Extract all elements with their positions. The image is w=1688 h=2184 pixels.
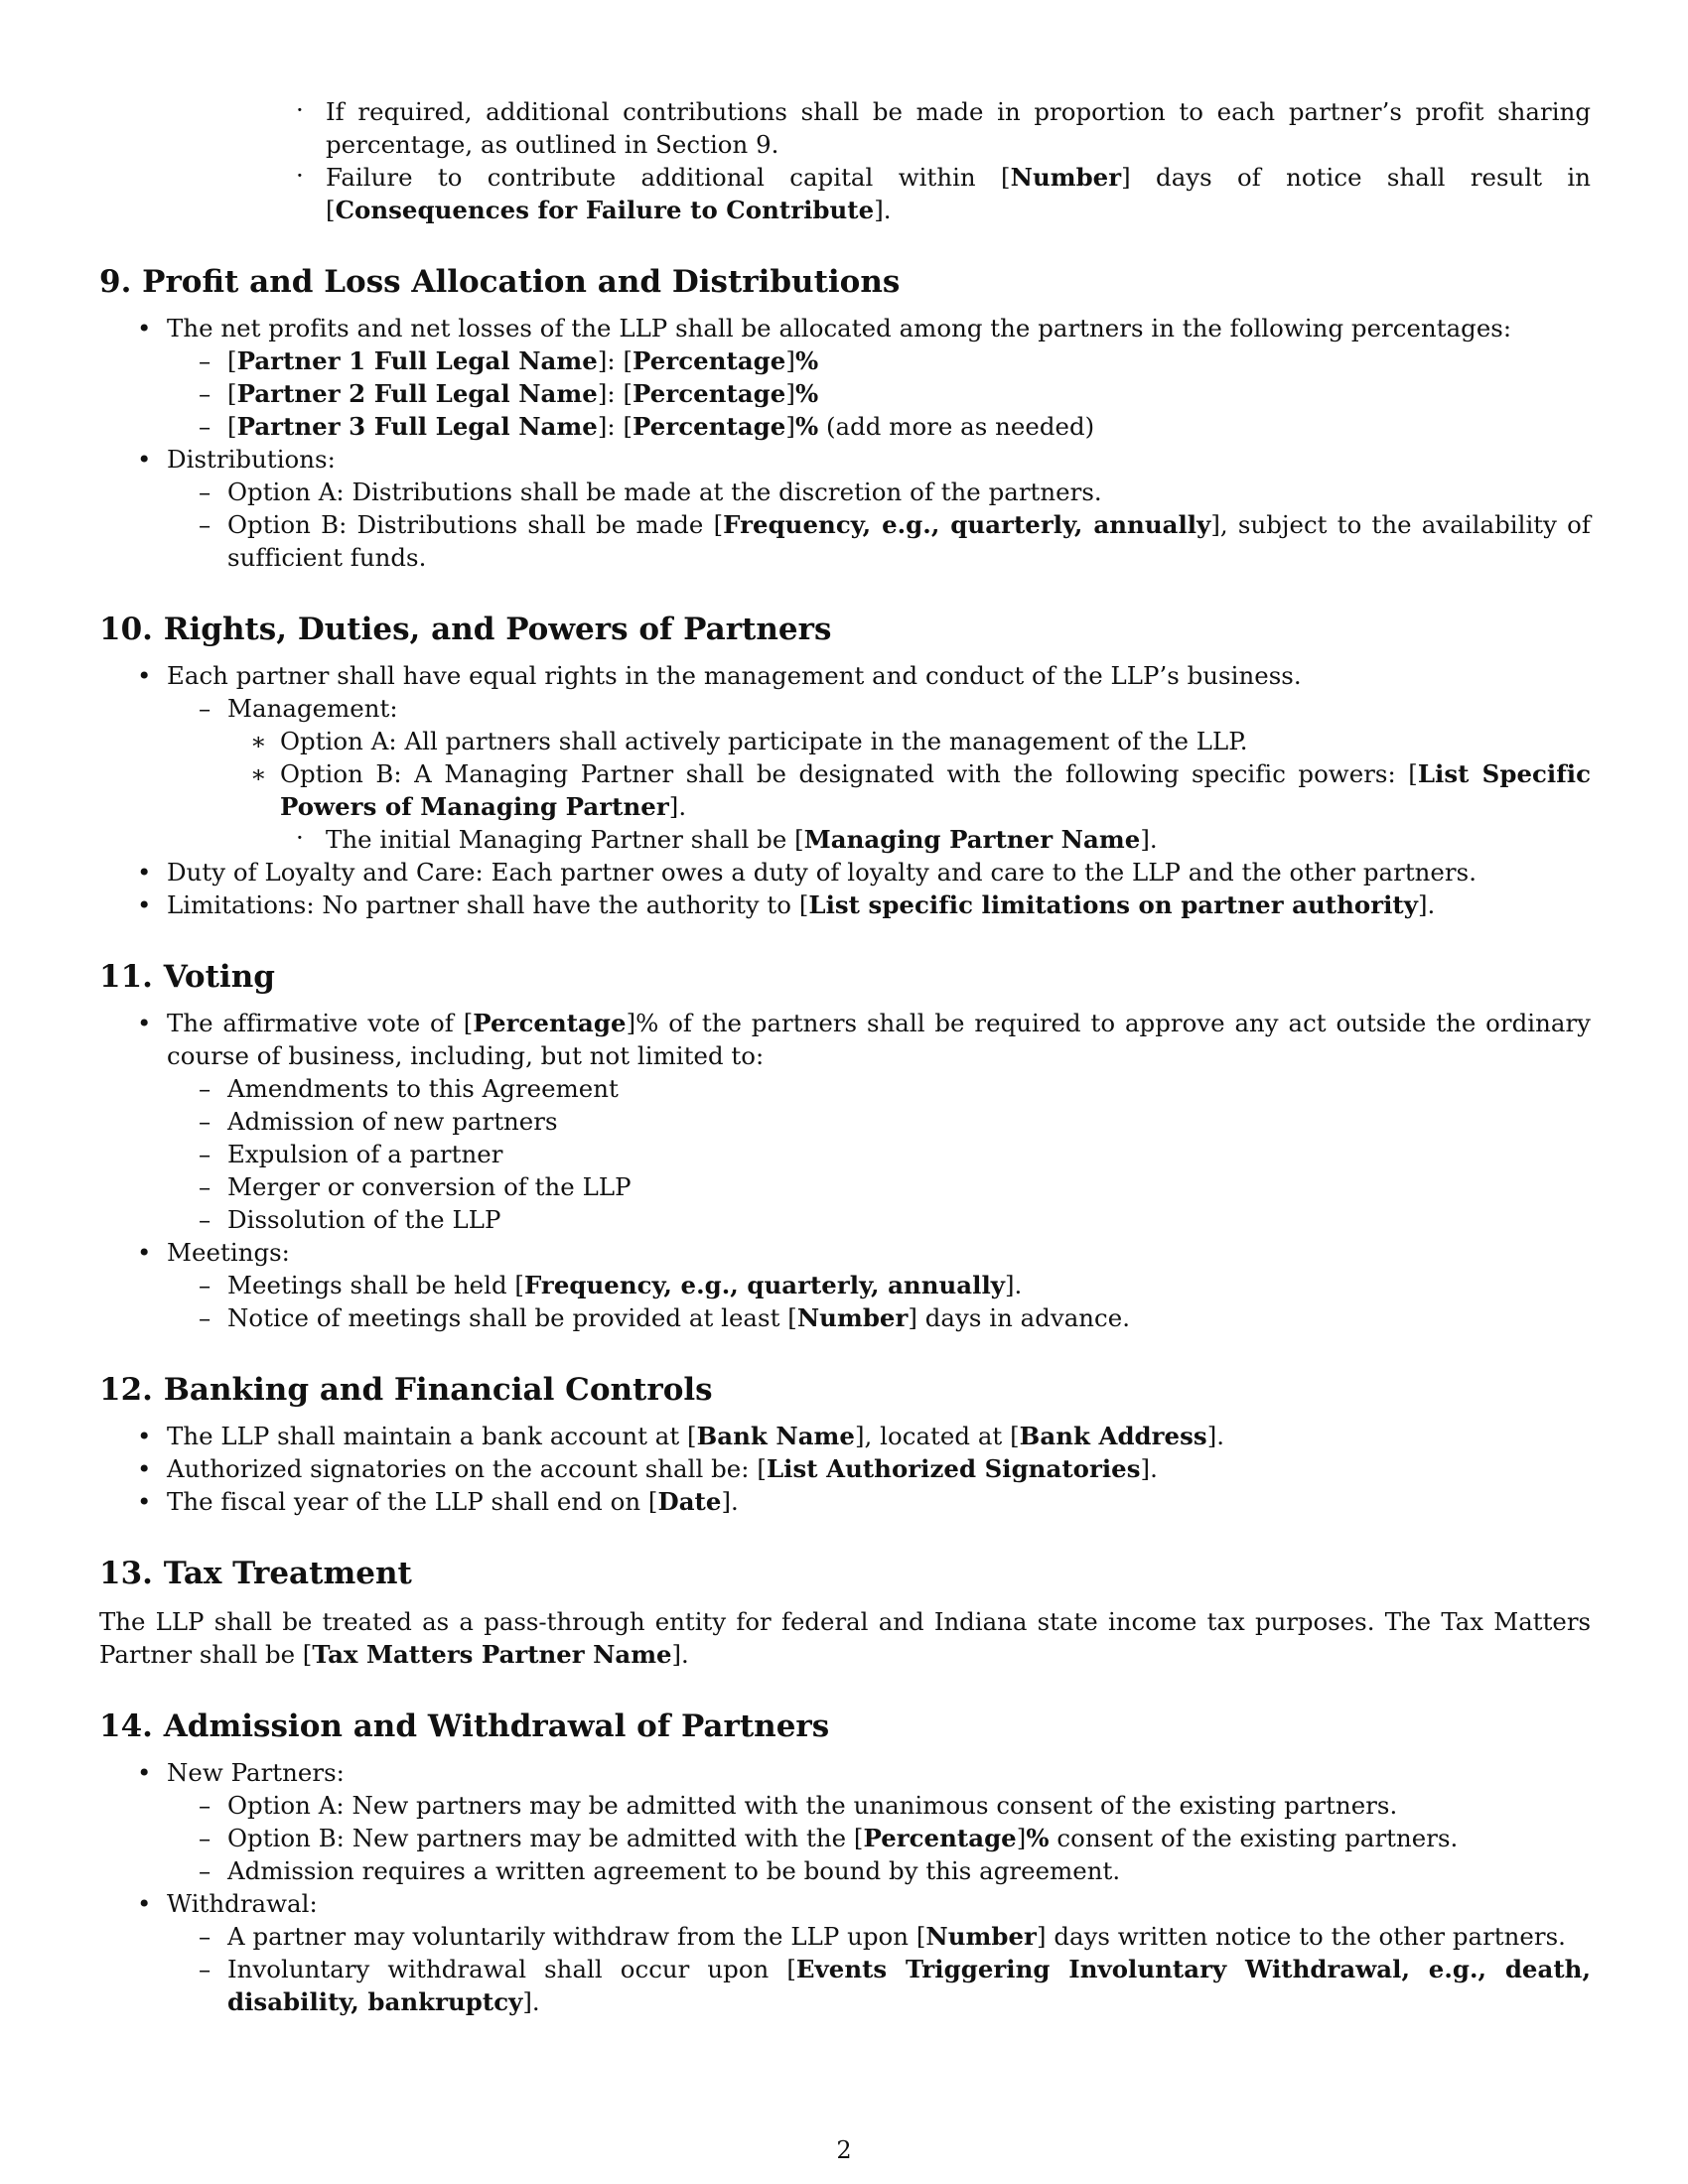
text-run: ] days of notice shall result in [ xyxy=(326,163,1592,224)
section-title: 11. Voting xyxy=(99,959,275,995)
text-run: Notice of meetings shall be provided at least [ xyxy=(227,1303,797,1332)
list-marker: • xyxy=(137,1422,152,1450)
list-item xyxy=(99,312,1591,344)
list-item xyxy=(99,1301,1591,1334)
list-item xyxy=(99,725,1591,757)
text-run: Option B: New partners may be admitted with the [ xyxy=(227,1824,864,1852)
placeholder-field: % xyxy=(794,412,819,441)
list-marker: • xyxy=(137,1238,152,1267)
placeholder-field: Date xyxy=(657,1487,722,1516)
document-page xyxy=(99,95,1591,2018)
text-run: ] xyxy=(785,346,795,375)
placeholder-field: Bank Address xyxy=(1019,1422,1207,1450)
placeholder-field: Events Triggering Involuntary Withdrawal, e.g., death, disability, bankruptcy xyxy=(227,1955,1591,2016)
list-marker: • xyxy=(137,445,152,474)
list-item xyxy=(99,1007,1591,1072)
placeholder-field: Percentage xyxy=(633,412,786,441)
text-run: The fiscal year of the LLP shall end on [ xyxy=(167,1487,658,1516)
text-run: ]. xyxy=(1417,890,1436,919)
text-run: ]. xyxy=(1140,1454,1158,1483)
list-marker: ∗ xyxy=(250,759,267,788)
text-run: The LLP shall be treated as a pass-through entity for federal and Indiana state income tax purposes. The Tax Matters Partner shall be [ xyxy=(99,1607,1591,1669)
placeholder-field: % xyxy=(794,379,819,408)
list-item xyxy=(99,1203,1591,1236)
list-marker: • xyxy=(137,890,152,919)
text-run: Limitations: No partner shall have the authority to [ xyxy=(167,890,809,919)
text-run: (add more as needed) xyxy=(818,412,1095,441)
text-run: Meetings shall be held [ xyxy=(227,1271,524,1299)
text-run: ] days written notice to the other partners. xyxy=(1036,1922,1566,1951)
text-run: Withdrawal: xyxy=(167,1889,318,1918)
text-run: Meetings: xyxy=(167,1238,290,1267)
text-run: ] xyxy=(785,379,795,408)
placeholder-field: Bank Name xyxy=(696,1422,855,1450)
text-run: Option A: Distributions shall be made at the discretion of the partners. xyxy=(227,478,1102,506)
placeholder-field: Number xyxy=(925,1922,1037,1951)
list-marker: – xyxy=(199,1791,211,1820)
section-title: 12. Banking and Financial Controls xyxy=(99,1372,713,1408)
text-run: If required, additional contributions shall be made in proportion to each partner’s profit sharing percentage, as outlined in Section 9. xyxy=(326,97,1591,159)
list-item xyxy=(99,692,1591,725)
top-continued-list xyxy=(99,95,1591,226)
section-list xyxy=(99,1007,1591,1334)
text-run: Admission of new partners xyxy=(227,1107,558,1136)
section-title: 14. Admission and Withdrawal of Partners xyxy=(99,1708,830,1744)
list-item xyxy=(99,1822,1591,1854)
section xyxy=(99,1556,1591,1671)
section-paragraph xyxy=(99,1605,1591,1671)
list-item xyxy=(99,161,1591,226)
list-marker: – xyxy=(199,694,211,723)
list-item xyxy=(99,1420,1591,1452)
list-marker: – xyxy=(199,510,211,539)
list-marker: • xyxy=(137,858,152,887)
placeholder-field: List Specific Powers of Managing Partner xyxy=(280,759,1591,821)
text-run: Management: xyxy=(227,694,398,723)
list-marker: • xyxy=(137,1758,152,1787)
placeholder-field: Consequences for Failure to Contribute xyxy=(335,196,875,224)
text-run: New Partners: xyxy=(167,1758,345,1787)
list-item xyxy=(99,377,1591,410)
list-item xyxy=(99,1138,1591,1170)
text-run: ]. xyxy=(1206,1422,1225,1450)
list-marker: – xyxy=(199,1922,211,1951)
text-run: ] days in advance. xyxy=(908,1303,1131,1332)
section-title: 10. Rights, Duties, and Powers of Partners xyxy=(99,612,832,647)
placeholder-field: Managing Partner Name xyxy=(803,825,1141,854)
text-run: Dissolution of the LLP xyxy=(227,1205,501,1234)
text-run: [ xyxy=(227,346,237,375)
list-item xyxy=(99,659,1591,692)
text-run: Option B: A Managing Partner shall be designated with the following specific powers: [ xyxy=(280,759,1418,788)
section-list xyxy=(99,312,1591,574)
list-item xyxy=(99,443,1591,476)
placeholder-field: Partner 1 Full Legal Name xyxy=(236,346,598,375)
list-item xyxy=(99,1236,1591,1269)
list-marker: – xyxy=(199,1303,211,1332)
list-marker: • xyxy=(137,1454,152,1483)
text-run: Option B: Distributions shall be made [ xyxy=(227,510,724,539)
section-title: 9. Profit and Loss Allocation and Distributions xyxy=(99,264,901,300)
text-run: A partner may voluntarily withdraw from the LLP upon [ xyxy=(227,1922,926,1951)
text-run: Expulsion of a partner xyxy=(227,1140,503,1168)
list-item xyxy=(99,1452,1591,1485)
text-run: ]. xyxy=(874,196,892,224)
text-run: consent of the existing partners. xyxy=(1049,1824,1459,1852)
list-marker: – xyxy=(199,379,211,408)
list-marker: · xyxy=(296,823,304,852)
list-marker: • xyxy=(137,314,152,342)
placeholder-field: Frequency, e.g., quarterly, annually xyxy=(723,510,1211,539)
text-run: Merger or conversion of the LLP xyxy=(227,1172,632,1201)
text-run: ]% of the partners shall be required to approve any act outside the ordinary course of business, including, but not limited to: xyxy=(167,1009,1591,1070)
list-item xyxy=(99,476,1591,508)
list-marker: – xyxy=(199,1271,211,1299)
placeholder-field: Frequency, e.g., quarterly, annually xyxy=(524,1271,1005,1299)
list-marker: – xyxy=(199,1955,211,1983)
list-marker: – xyxy=(199,1172,211,1201)
text-run: ], subject to the availability of sufficient funds. xyxy=(227,510,1591,572)
list-item xyxy=(99,1789,1591,1822)
text-run: ]. xyxy=(522,1987,540,2016)
list-marker: – xyxy=(199,478,211,506)
text-run: Duty of Loyalty and Care: Each partner owes a duty of loyalty and care to the LLP and the other partners. xyxy=(167,858,1477,887)
text-run: Option A: New partners may be admitted with the unanimous consent of the existing partners. xyxy=(227,1791,1398,1820)
list-item xyxy=(99,1756,1591,1789)
text-run: Option A: All partners shall actively participate in the management of the LLP. xyxy=(280,727,1248,755)
list-item xyxy=(99,1105,1591,1138)
text-run: Distributions: xyxy=(167,445,336,474)
text-run: Amendments to this Agreement xyxy=(227,1074,619,1103)
list-marker: – xyxy=(199,1074,211,1103)
placeholder-field: Partner 3 Full Legal Name xyxy=(236,412,598,441)
list-marker: – xyxy=(199,1107,211,1136)
section xyxy=(99,612,1591,921)
text-run: The initial Managing Partner shall be [ xyxy=(326,825,804,854)
list-marker: – xyxy=(199,346,211,375)
list-item xyxy=(99,344,1591,377)
list-item xyxy=(99,1269,1591,1301)
text-run: ]. xyxy=(721,1487,739,1516)
placeholder-field: List Authorized Signatories xyxy=(766,1454,1141,1483)
placeholder-field: Number xyxy=(796,1303,909,1332)
list-item xyxy=(99,1170,1591,1203)
sections-container xyxy=(99,264,1591,2018)
list-marker: · xyxy=(296,95,304,124)
text-run: The net profits and net losses of the LLP shall be allocated among the partners in the following percentages: xyxy=(167,314,1512,342)
text-run: Failure to contribute additional capital within [ xyxy=(326,163,1011,192)
list-marker: – xyxy=(199,1140,211,1168)
text-run: ]: [ xyxy=(597,412,633,441)
list-item xyxy=(99,508,1591,574)
text-run: ] xyxy=(1016,1824,1027,1852)
text-run: Authorized signatories on the account shall be: [ xyxy=(167,1454,767,1483)
section-list xyxy=(99,1756,1591,2018)
list-item xyxy=(99,1953,1591,2018)
section xyxy=(99,1708,1591,2018)
page-number: 2 xyxy=(836,2136,852,2164)
list-item xyxy=(99,1072,1591,1105)
text-run: Involuntary withdrawal shall occur upon [ xyxy=(227,1955,796,1983)
list-item xyxy=(99,1920,1591,1953)
text-run: ] xyxy=(785,412,795,441)
section-list xyxy=(99,1420,1591,1518)
section xyxy=(99,264,1591,574)
placeholder-field: Tax Matters Partner Name xyxy=(312,1640,672,1669)
text-run: ]: [ xyxy=(597,346,633,375)
text-run: The LLP shall maintain a bank account at [ xyxy=(167,1422,697,1450)
section xyxy=(99,959,1591,1334)
list-item xyxy=(99,823,1591,856)
text-run: ]. xyxy=(1004,1271,1023,1299)
placeholder-field: % xyxy=(1026,1824,1050,1852)
list-marker: – xyxy=(199,1824,211,1852)
text-run: The affirmative vote of [ xyxy=(167,1009,474,1037)
text-run: [ xyxy=(227,379,237,408)
list-marker: • xyxy=(137,1009,152,1037)
placeholder-field: Percentage xyxy=(863,1824,1017,1852)
placeholder-field: List specific limitations on partner authority xyxy=(808,890,1418,919)
section-list xyxy=(99,659,1591,921)
list-item xyxy=(99,1485,1591,1518)
placeholder-field: Number xyxy=(1010,163,1122,192)
list-marker: • xyxy=(137,661,152,690)
text-run: Each partner shall have equal rights in the management and conduct of the LLP’s business. xyxy=(167,661,1302,690)
text-run: ]. xyxy=(1140,825,1158,854)
text-run: ]: [ xyxy=(597,379,633,408)
text-run: ]. xyxy=(671,1640,689,1669)
section xyxy=(99,1372,1591,1518)
placeholder-field: % xyxy=(794,346,819,375)
section-title: 13. Tax Treatment xyxy=(99,1556,412,1591)
list-item xyxy=(99,1887,1591,1920)
list-item xyxy=(99,856,1591,888)
placeholder-field: Percentage xyxy=(633,346,786,375)
list-marker: • xyxy=(137,1889,152,1918)
placeholder-field: Percentage xyxy=(633,379,786,408)
list-item xyxy=(99,410,1591,443)
list-item xyxy=(99,888,1591,921)
placeholder-field: Percentage xyxy=(473,1009,627,1037)
text-run: ]. xyxy=(668,792,687,821)
list-marker: – xyxy=(199,1205,211,1234)
text-run: Admission requires a written agreement to be bound by this agreement. xyxy=(227,1856,1121,1885)
list-item xyxy=(99,757,1591,823)
text-run: ], located at [ xyxy=(854,1422,1020,1450)
list-marker: ∗ xyxy=(250,727,267,755)
placeholder-field: Partner 2 Full Legal Name xyxy=(236,379,598,408)
list-marker: · xyxy=(296,161,304,190)
list-marker: • xyxy=(137,1487,152,1516)
list-item xyxy=(99,95,1591,161)
text-run: [ xyxy=(227,412,237,441)
list-marker: – xyxy=(199,1856,211,1885)
list-marker: – xyxy=(199,412,211,441)
list-item xyxy=(99,1854,1591,1887)
